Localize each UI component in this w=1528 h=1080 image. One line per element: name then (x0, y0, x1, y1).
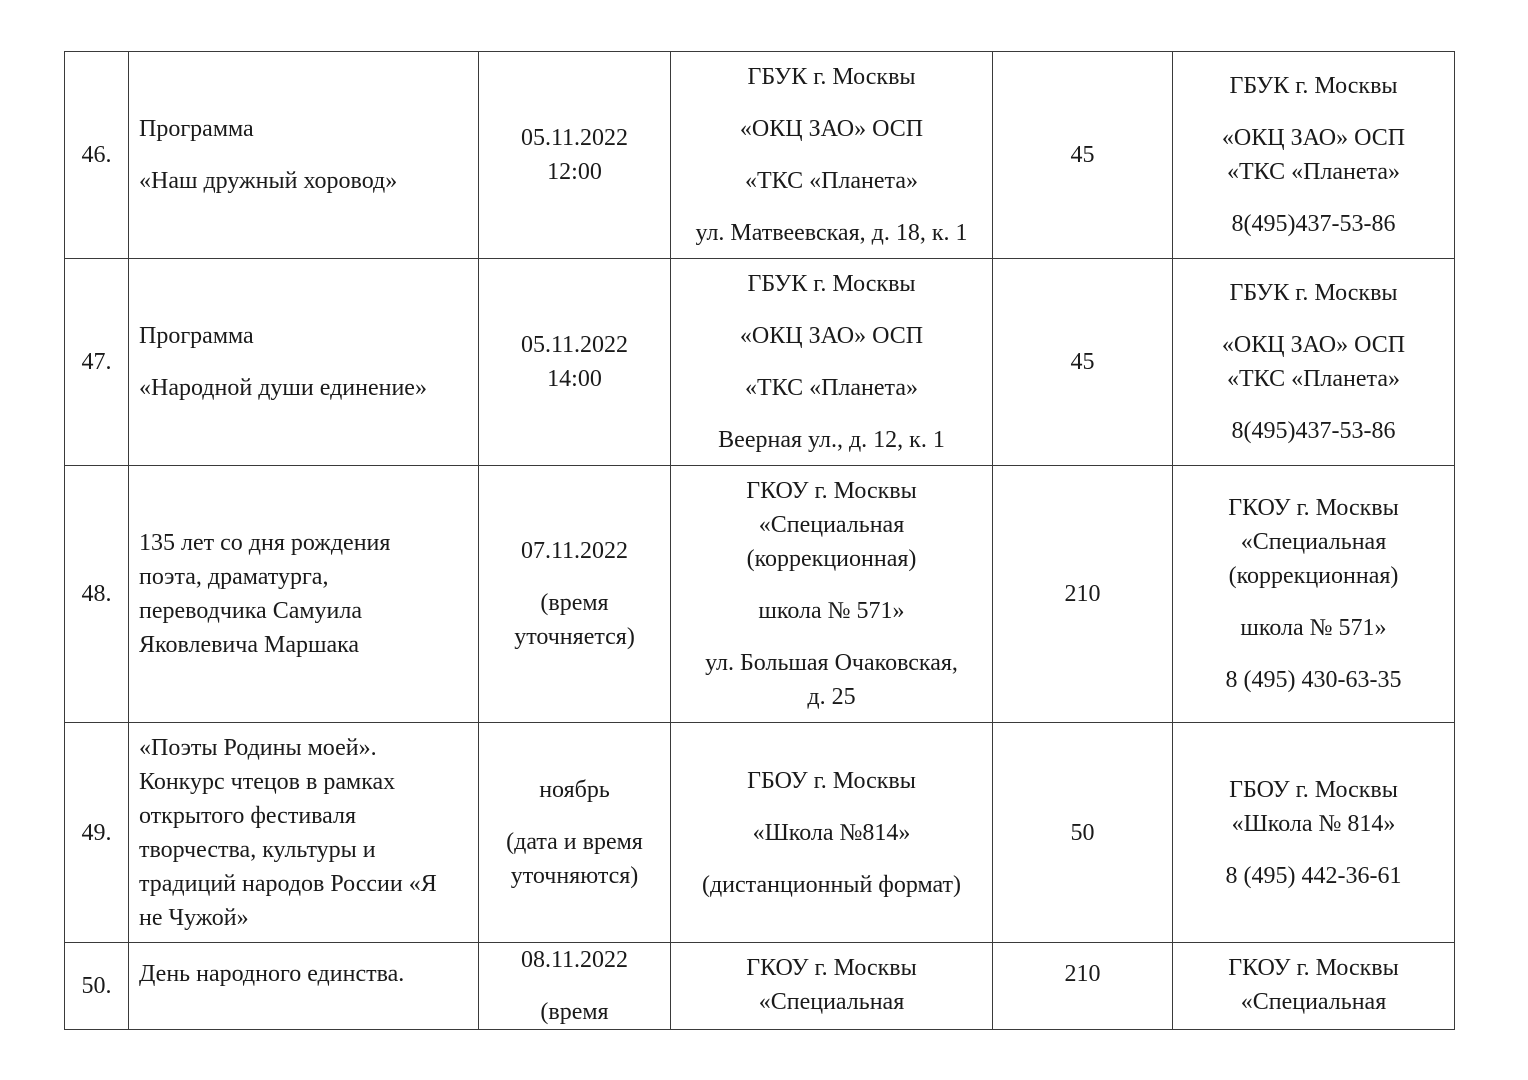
contact-line: ГКОУ г. Москвы (1228, 955, 1399, 981)
event-name-line: не Чужой» (139, 904, 249, 931)
event-date-cell (479, 52, 671, 259)
row-number: 50. (81, 973, 112, 999)
event-date-cell (479, 943, 671, 1030)
event-name-line: Программа (139, 323, 254, 349)
row-number: 47. (81, 349, 112, 375)
event-place-line: «ОКЦ ЗАО» ОСП (739, 323, 924, 349)
event-place-cell (671, 466, 993, 723)
contact-line: 8 (495) 442-36-61 (1225, 862, 1402, 889)
table-row (65, 943, 1455, 1030)
event-date-line: 05.11.2022 (520, 332, 629, 358)
event-place-line: (дистанционный формат) (701, 871, 962, 898)
participants-count: 45 (1070, 142, 1095, 168)
event-date-line: (дата и время (506, 828, 643, 855)
event-place-line: «Специальная (758, 512, 905, 538)
event-place-line: «Специальная (758, 989, 905, 1015)
event-place-line: школа № 571» (758, 598, 905, 624)
event-name-line: Конкурс чтецов в рамках (139, 768, 396, 795)
event-date-line: 07.11.2022 (520, 538, 629, 564)
contact-line: 8(495)437-53-86 (1231, 418, 1396, 444)
participants-count-cell (993, 466, 1173, 723)
participants-count-cell (993, 723, 1173, 943)
row-number: 46. (81, 142, 112, 168)
event-name-line: 135 лет со дня рождения (139, 530, 391, 556)
contact-line: «Специальная (1240, 989, 1387, 1015)
contact-line: «ТКС «Планета» (1227, 366, 1400, 392)
event-name-line: переводчика Самуила (139, 598, 363, 624)
event-place-line: (коррекционная) (746, 546, 917, 572)
event-date-line: уточняются) (510, 862, 639, 889)
event-place-line: «Школа №814» (752, 819, 911, 846)
contact-line: 8 (495) 430-63-35 (1225, 667, 1402, 693)
event-name-line: поэта, драматурга, (139, 564, 329, 590)
event-place-line: «ТКС «Планета» (745, 375, 918, 401)
event-place-line: «ОКЦ ЗАО» ОСП (739, 116, 924, 142)
event-date-line: (время (540, 590, 609, 616)
event-name-cell (129, 259, 479, 466)
contact-line: ГКОУ г. Москвы (1228, 495, 1399, 521)
contact-cell (1173, 943, 1455, 1030)
event-name-cell (129, 943, 479, 1030)
event-place-line: «ТКС «Планета» (745, 168, 918, 194)
row-number-cell (65, 52, 129, 259)
contact-cell (1173, 723, 1455, 943)
table-row (65, 466, 1455, 723)
event-date-line: (время (540, 999, 609, 1025)
contact-line: ГБУК г. Москвы (1229, 73, 1398, 99)
event-place-line: ГБУК г. Москвы (747, 64, 916, 90)
event-date-line: уточняется) (514, 624, 635, 650)
event-name-line: «Народной души единение» (139, 375, 427, 401)
contact-line: «ОКЦ ЗАО» ОСП (1221, 125, 1406, 151)
event-name-cell (129, 466, 479, 723)
contact-cell (1173, 466, 1455, 723)
table-row (65, 52, 1455, 259)
event-place-cell (671, 943, 993, 1030)
event-date-line: 14:00 (547, 366, 602, 392)
contact-line: ГБОУ г. Москвы (1229, 776, 1398, 803)
event-place-cell (671, 723, 993, 943)
event-place-line: ГБУК г. Москвы (747, 271, 916, 297)
event-name-cell (129, 52, 479, 259)
event-name-line: День народного единства. (139, 961, 405, 987)
participants-count: 210 (1064, 961, 1101, 987)
contact-line: 8(495)437-53-86 (1231, 211, 1396, 237)
event-name-line: «Поэты Родины моей». (139, 734, 377, 761)
row-number-cell (65, 259, 129, 466)
event-name-line: «Наш дружный хоровод» (139, 168, 398, 194)
participants-count-cell (993, 259, 1173, 466)
event-date-line: 08.11.2022 (520, 947, 629, 973)
contact-line: «ТКС «Планета» (1227, 159, 1400, 185)
row-number-cell (65, 943, 129, 1030)
contact-line: (коррекционная) (1228, 563, 1399, 589)
participants-count-cell (993, 943, 1173, 1030)
event-place-line: ГКОУ г. Москвы (746, 478, 917, 504)
event-place-line: ГКОУ г. Москвы (746, 955, 917, 981)
participants-count: 45 (1070, 349, 1095, 375)
contact-line: ГБУК г. Москвы (1229, 280, 1398, 306)
event-date-cell (479, 723, 671, 943)
event-date-cell (479, 466, 671, 723)
event-place-line: Веерная ул., д. 12, к. 1 (718, 427, 945, 453)
participants-count-cell (993, 52, 1173, 259)
event-name-line: открытого фестиваля (139, 802, 357, 829)
event-name-cell (129, 723, 479, 943)
event-place-cell (671, 52, 993, 259)
event-date-line: 05.11.2022 (520, 125, 629, 151)
event-place-line: д. 25 (807, 684, 856, 710)
contact-line: школа № 571» (1240, 615, 1387, 641)
event-place-cell (671, 259, 993, 466)
event-name-line: Яковлевича Маршака (139, 632, 360, 658)
event-name-line: творчества, культуры и (139, 836, 376, 863)
contact-line: «Специальная (1240, 529, 1387, 555)
contact-cell (1173, 52, 1455, 259)
participants-count: 210 (1064, 581, 1101, 607)
row-number: 48. (81, 581, 112, 607)
contact-line: «ОКЦ ЗАО» ОСП (1221, 332, 1406, 358)
table-row (65, 723, 1455, 943)
event-date-cell (479, 259, 671, 466)
table-row (65, 259, 1455, 466)
row-number-cell (65, 466, 129, 723)
event-name-line: Программа (139, 116, 254, 142)
event-date-line: 12:00 (547, 159, 602, 185)
event-date-line: ноябрь (539, 776, 610, 803)
events-table (64, 51, 1455, 1030)
participants-count: 50 (1070, 819, 1095, 846)
event-place-line: ул. Матвеевская, д. 18, к. 1 (695, 220, 968, 246)
event-place-line: ГБОУ г. Москвы (747, 767, 916, 794)
event-place-line: ул. Большая Очаковская, (705, 650, 958, 676)
event-name-line: традиций народов России «Я (139, 870, 437, 897)
contact-line: «Школа № 814» (1231, 810, 1396, 837)
row-number: 49. (81, 819, 112, 846)
row-number-cell (65, 723, 129, 943)
contact-cell (1173, 259, 1455, 466)
